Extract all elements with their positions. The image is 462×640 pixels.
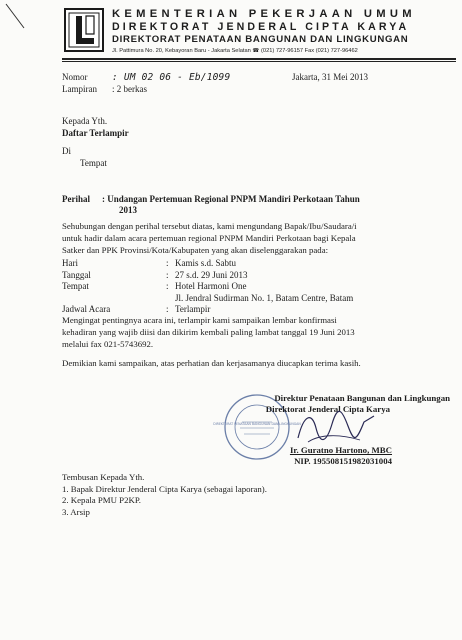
signer-title-1: Direktur Penataan Bangunan dan Lingkungan	[274, 393, 450, 403]
signer-nip: NIP. 195508151982031004	[294, 456, 392, 466]
subject-label: Perihal	[62, 194, 90, 204]
copy-to-heading: Tembusan Kepada Yth.	[62, 472, 145, 482]
schedule-key: Hari	[62, 258, 78, 268]
schedule-key: Tanggal	[62, 269, 91, 280]
schedule-value: Hotel Harmoni One	[175, 281, 247, 291]
nomor-label: Nomor	[62, 72, 88, 82]
subject-value	[102, 194, 360, 216]
letterhead-address: Jl. Pattimura No. 20, Kebayoran Baru - Jakarta Selatan ☎ (021) 727-96157 Fax (021) 727-96462	[112, 48, 358, 54]
scan-corner-mark	[4, 2, 26, 32]
recipient-place: Tempat	[80, 158, 107, 168]
schedule-key: Tempat	[62, 281, 89, 291]
subject-line-2: 2013	[119, 205, 137, 215]
signer-name: Ir. Guratno Hartono, MBC	[289, 445, 392, 455]
schedule-value: 27 s.d. 29 Juni 2013	[175, 269, 248, 280]
schedule-value: Kamis s.d. Sabtu	[175, 258, 237, 268]
nomor-line	[62, 72, 230, 83]
ministry-logo-icon	[64, 8, 104, 52]
recipient-greeting: Kepada Yth.	[62, 116, 108, 126]
schedule-colon: :	[166, 304, 169, 314]
ministry-name: KEMENTERIAN PEKERJAAN UMUM	[112, 8, 416, 20]
copy-to-list	[62, 472, 267, 518]
body-paragraph-2	[62, 314, 355, 350]
body-paragraph-2-line: kehadiran yang wajib diisi dan dikirim kembali paling lambat tanggal 19 Juni 2013	[62, 327, 355, 337]
body-paragraph-2-line: melalui fax 021-5743692.	[62, 339, 154, 349]
schedule-value: Jl. Jendral Sudirman No. 1, Batam Centre, Batam	[175, 292, 354, 303]
directorate-name: DIREKTORAT PENATAAN BANGUNAN DAN LINGKUNGAN	[112, 34, 409, 45]
lampiran-line	[62, 84, 147, 94]
body-paragraph-3: Demikian kami sampaikan, atas perhatian dan kerjasamanya diucapkan terima kasih.	[62, 358, 361, 368]
letterhead	[112, 8, 458, 55]
stamp-text: DIREKTORAT PENATAAN BANGUNAN DAN LINGKUNGAN	[213, 422, 301, 426]
signer-title-2: Direktorat Jenderal Cipta Karya	[265, 404, 390, 414]
schedule-colon: :	[166, 269, 169, 280]
subject-line-1: : Undangan Pertemuan Regional PNPM Mandiri Perkotaan Tahun	[102, 194, 360, 204]
lampiran-value: : 2 berkas	[112, 84, 147, 94]
directorate-general-name: DIREKTORAT JENDERAL CIPTA KARYA	[112, 21, 410, 33]
schedule-colon: :	[166, 281, 169, 291]
copy-to-item: 3. Arsip	[62, 506, 90, 517]
nomor-value: : UM 02 06 - Eb/1099	[112, 72, 231, 83]
copy-to-item: 2. Kepala PMU P2KP.	[62, 495, 141, 505]
letter-date: Jakarta, 31 Mei 2013	[292, 72, 368, 82]
body-paragraph-1-line: Satker dan PPK Provinsi/Kota/Kabupaten yang akan diselenggarakan pada:	[62, 245, 329, 255]
recipient-name: Daftar Terlampir	[62, 128, 129, 138]
body-paragraph-1-line: Sehubungan dengan perihal tersebut diatas, kami mengundang Bapak/Ibu/Saudara/i	[62, 221, 357, 231]
body-paragraph-2-line: Mengingat pentingnya acara ini, terlampir kami sampaikan lembar konfirmasi	[62, 315, 337, 325]
letterhead-rule-thin	[62, 61, 456, 62]
letterhead-rule	[62, 58, 456, 60]
body-paragraph-1	[62, 220, 357, 256]
copy-to-item: 1. Bapak Direktur Jenderal Cipta Karya (sebagai laporan).	[62, 483, 267, 494]
schedule-key: Jadwal Acara	[62, 304, 111, 314]
signer-info	[212, 445, 392, 467]
recipient-di: Di	[62, 146, 71, 156]
body-paragraph-1-line: untuk hadir dalam acara pertemuan regional PNPM Mandiri Perkotaan bagi Kepala	[62, 233, 356, 243]
schedule-colon: :	[166, 258, 169, 268]
lampiran-label: Lampiran	[62, 84, 97, 94]
schedule-value: Terlampir	[175, 304, 211, 314]
